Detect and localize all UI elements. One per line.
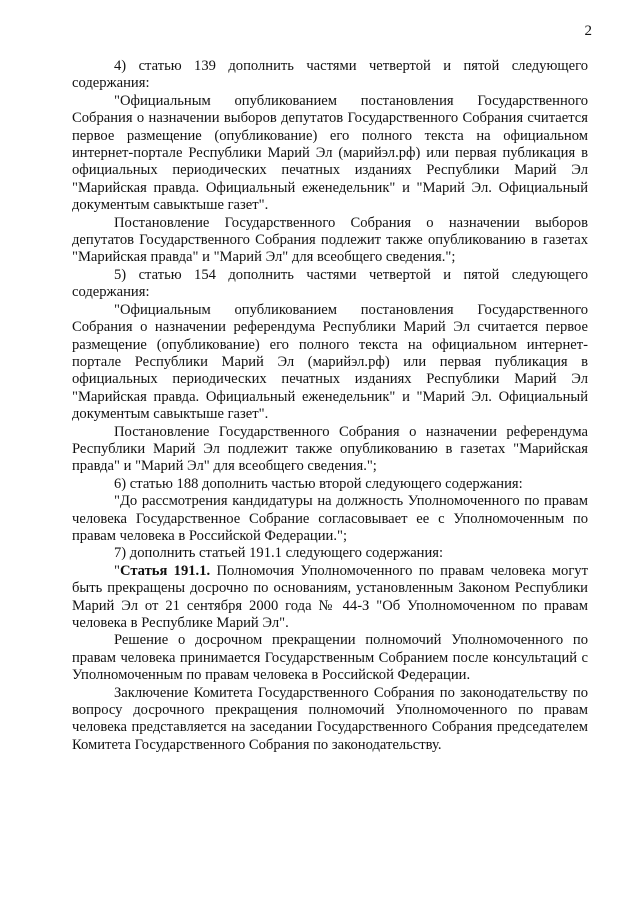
- paragraph-article-191-1: [72, 563, 588, 633]
- page-number: 2: [584, 23, 592, 39]
- paragraph-quote-elections-publication: "Официальным опубликованием постановления Государственного Собрания о назначении выборов депутатов Государственного Собрания считается первое размещение (опубликование) его полного текста на официальном интернет-портале Республики Марий Эл (марийэл.рф) или первая публикация в официальных периодических печатных изданиях Республики Марий Эл "Марийская правда. Официальный еженедельник" и "Марий Эл. Официальный документым савыктыше газет".: [72, 92, 588, 214]
- article-heading: Статья 191.1.: [119, 562, 211, 579]
- paragraph-elections-newspapers: Постановление Государственного Собрания о назначении выборов депутатов Государственного Собрания подлежит также опубликованию в газетах "Марийская правда" и "Марий Эл" для всеобщего сведения.";: [72, 214, 588, 266]
- paragraph-committee-conclusion: Заключение Комитета Государственного Собрания по законодательству по вопросу досрочного прекращения полномочий Уполномоченного по правам человека представляется на заседании Государственного Собрания председателем Комитета Государственного Собрания по законодательству.: [72, 684, 588, 753]
- paragraph-item-6: 6) статью 188 дополнить частью второй следующего содержания:: [114, 475, 523, 492]
- paragraph-referendum-newspapers: Постановление Государственного Собрания о назначении референдума Республики Марий Эл подлежит также опубликованию в газетах "Марийская правда" и "Марий Эл" для всеобщего сведения.";: [72, 423, 588, 475]
- document-body: [72, 58, 588, 754]
- paragraph-item-7: 7) дополнить статьей 191.1 следующего содержания:: [114, 545, 444, 562]
- paragraph-quote-ombudsman-candidacy: "До рассмотрения кандидатуры на должность Уполномоченного по правам человека Государственное Собрание согласовывает ее с Уполномоченным по правам человека в Российской Федерации.";: [72, 493, 588, 544]
- article-quote-mark: ": [114, 562, 120, 579]
- article-text: Полномочия Уполномоченного по правам человека могут быть прекращены досрочно по основаниям, установленным Законом Республики Марий Эл от 21 сентября 2000 года № 44-З "Об Уполномоченном по правам человека в Республике Марий Эл".: [72, 562, 588, 631]
- paragraph-early-termination-decision: Решение о досрочном прекращении полномочий Уполномоченного по правам человека принимается Государственным Собранием после консультаций с Уполномоченным по правам человека в Российской Федерации.: [72, 632, 588, 684]
- paragraph-item-4: 4) статью 139 дополнить частями четвертой и пятой следующего содержания:: [72, 58, 588, 92]
- paragraph-quote-referendum-publication: "Официальным опубликованием постановления Государственного Собрания о назначении референдума Республики Марий Эл считается первое размещение (опубликование) его полного текста на официальном интернет-портале Республики Марий Эл (марийэл.рф) или первая публикация в официальных периодических печатных изданиях Республики Марий Эл "Марийская правда. Официальный еженедельник" и "Марий Эл. Официальный документым савыктыше газет".: [72, 301, 588, 423]
- paragraph-item-5: 5) статью 154 дополнить частями четвертой и пятой следующего содержания:: [72, 266, 588, 301]
